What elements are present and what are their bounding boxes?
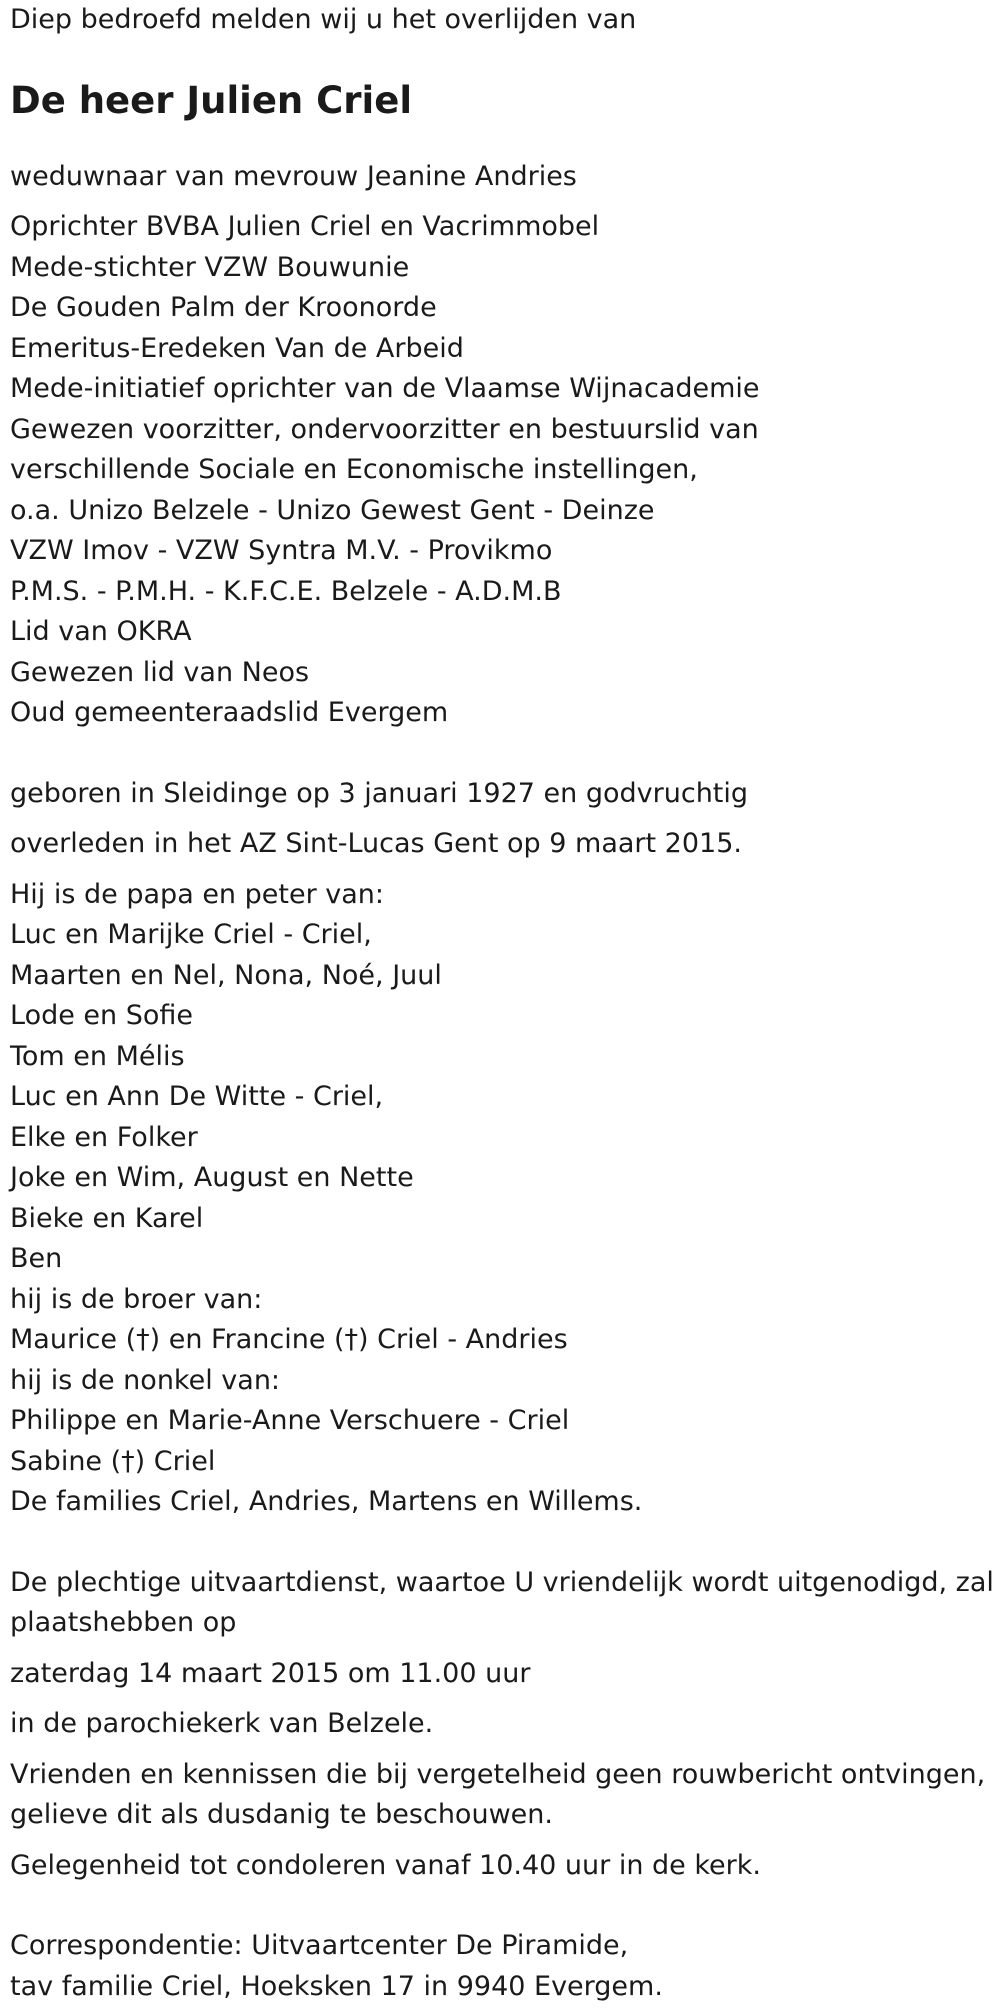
family-list xyxy=(10,875,995,1523)
family-line: Luc en Marijke Criel - Criel, xyxy=(10,919,372,950)
family-line: Maarten en Nel, Nona, Noé, Juul xyxy=(10,959,442,991)
title-line: Mede-initiatief oprichter van de Vlaamse Wijnacademie xyxy=(10,373,760,404)
family-line: Elke en Folker xyxy=(10,1121,198,1153)
died-line: overleden in het AZ Sint-Lucas Gent op 9 maart 2015. xyxy=(10,828,742,859)
obituary-text xyxy=(10,0,995,2007)
family-line: Joke en Wim, August en Nette xyxy=(10,1162,414,1193)
family-line: Bieke en Karel xyxy=(10,1202,204,1234)
title-line: Lid van OKRA xyxy=(10,616,192,647)
title-line: Mede-stichter VZW Bouwunie xyxy=(10,251,410,283)
spacer xyxy=(10,1523,995,1563)
family-line: Maurice (†) en Francine (†) Criel - Andries xyxy=(10,1324,568,1355)
deceased-name: De heer Julien Criel xyxy=(10,78,412,122)
title-line: Gewezen lid van Neos xyxy=(10,656,310,688)
family-line: Luc en Ann De Witte - Criel, xyxy=(10,1081,384,1112)
title-line: Gewezen voorzitter, ondervoorzitter en bestuurslid van xyxy=(10,413,759,445)
friends-notice: Vrienden en kennissen die bij vergetelheid geen rouwbericht ontvingen, gelieve dit als dusdanig te beschouwen. xyxy=(10,1758,986,1830)
titles-list xyxy=(10,207,995,734)
title-line: VZW Imov - VZW Syntra M.V. - Provikmo xyxy=(10,535,553,566)
title-line: verschillende Sociale en Economische instellingen, xyxy=(10,454,698,485)
title-line: Oprichter BVBA Julien Criel en Vacrimmobel xyxy=(10,211,600,242)
family-line: hij is de nonkel van: xyxy=(10,1364,281,1396)
family-line: Sabine (†) Criel xyxy=(10,1445,216,1477)
spacer xyxy=(10,1886,995,1926)
family-line: De families Criel, Andries, Martens en Willems. xyxy=(10,1486,643,1517)
family-line: Hij is de papa en peter van: xyxy=(10,878,384,910)
family-line: Ben xyxy=(10,1243,63,1274)
title-line: o.a. Unizo Belzele - Unizo Gewest Gent - Deinze xyxy=(10,494,655,526)
family-line: Tom en Mélis xyxy=(10,1040,185,1072)
condolence-line: Gelegenheid tot condoleren vanaf 10.40 uur in de kerk. xyxy=(10,1849,761,1881)
correspondence-line: Correspondentie: Uitvaartcenter De Piramide, xyxy=(10,1930,629,1961)
spacer xyxy=(10,734,995,774)
widower-line: weduwnaar van mevrouw Jeanine Andries xyxy=(10,160,577,192)
title-line: Emeritus-Eredeken Van de Arbeid xyxy=(10,332,464,364)
service-place: in de parochiekerk van Belzele. xyxy=(10,1708,434,1739)
intro-text: Diep bedroefd melden wij u het overlijden van xyxy=(10,4,637,35)
title-line: Oud gemeenteraadslid Evergem xyxy=(10,697,449,728)
family-line: hij is de broer van: xyxy=(10,1283,263,1315)
service-intro: De plechtige uitvaartdienst, waartoe U vriendelijk wordt uitgenodigd, zal plaatshebben op xyxy=(10,1566,994,1638)
title-line: De Gouden Palm der Kroonorde xyxy=(10,292,437,323)
born-line: geboren in Sleidinge op 3 januari 1927 en godvruchtig xyxy=(10,777,749,809)
correspondence-line: tav familie Criel, Hoeksken 17 in 9940 Evergem. xyxy=(10,1970,663,2002)
service-date: zaterdag 14 maart 2015 om 11.00 uur xyxy=(10,1657,531,1689)
title-line: P.M.S. - P.M.H. - K.F.C.E. Belzele - A.D.M.B xyxy=(10,575,562,607)
family-line: Lode en Sofie xyxy=(10,1000,194,1031)
family-line: Philippe en Marie-Anne Verschuere - Criel xyxy=(10,1405,570,1436)
correspondence-block xyxy=(10,1926,995,2007)
